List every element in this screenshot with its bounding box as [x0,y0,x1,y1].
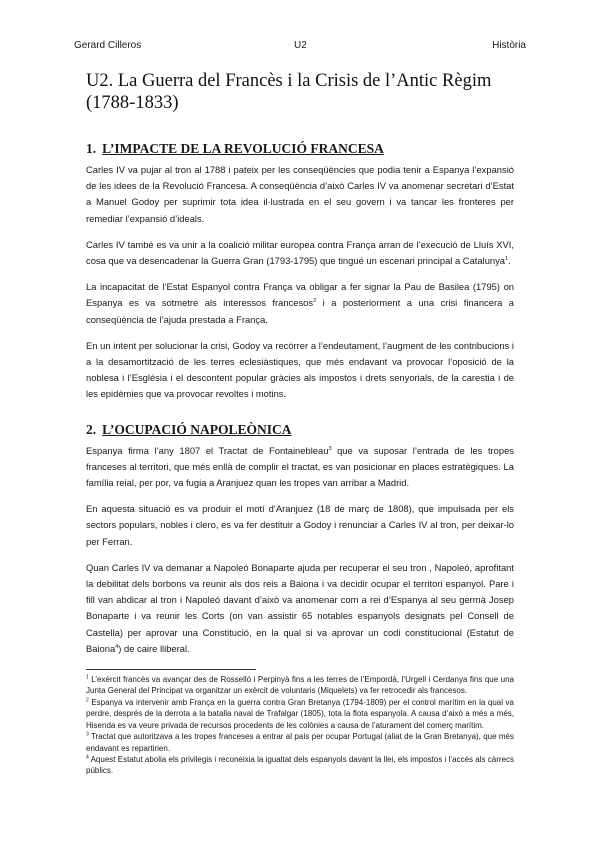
footnote-ref-1[interactable]: 1 [505,255,509,262]
header-author: Gerard Cilleros [74,40,142,51]
footnote-4: $^4$ Aquest Estatut abolia els privilegis i reconeixia la igualtat dels espanyols davant la llei, els impostos i l’accés als càrrecs públics. [86,754,514,776]
section-2-number: 2. [86,421,97,437]
section-2-paragraph-1: Espanya firma l’any 1807 el Tractat de Fontainebleau$^3$ que va suposar l’entrada de les tropes franceses al territori, que més enllà de complir el tractat, es van posicionar en places estratègiques. La família reial, per por, va fugia a Aranjuez quan les tropes van arribar a Madrid. [86,444,514,489]
section-1-paragraph-3: La incapacitat de l’Estat Espanyol contra França va obligar a fer signar la Pau de Basilea (1795) on Espanya es va sotmetre als interessos francesos$^2$ i a posteriorment a una crisi financera a conseqüència de l’ajuda prestada a França. [86,281,514,325]
section-2-paragraph-3: Quan Carles IV va demanar a Napoleó Bonaparte ajuda per recuperar el seu tron , Napoleó, aprofitant la debilitat dels borbons va reunir als dos reis a Baiona i va decidir ocupar el territori espanyol. Pare i fill van abdicar al tron i Napoleó davant d’això va anomenar com a rei d’Espanya al seu germà Josep Bonaparte i va reunir les Corts (on van assistir 65 notables espanyols designats pel Consell de Castella) per aprovar una Constitució, en la qual si va aprovar un codi constitucional (Estatut de Baiona$^4$) de caire lliberal. [86,561,514,654]
section-2-title: L’OCUPACIÓ NAPOLEÒNICA [102,421,292,437]
section-1-title: L’IMPACTE DE LA REVOLUCIÓ FRANCESA [102,141,384,156]
footnote-3: $^3$ Tractat que autoritzava a les tropes franceses a entrar al país per ocupar Portugal (aliat de la Gran Bretanya), que més endavant es repartirien. [86,731,514,753]
footnote-2: $^2$ Espanya va intervenir amb França en la guerra contra Gran Bretanya (1794-1809) per el control marítim en la qual va perdre, després de la derrota a la batalla naval de Trafalgar (1805), tota la flota espanyola. A causa d’això a més a més, Hisenda es va veure privada de recursos procedents de les colònies a causa de l’aturament del comerç marítim. [86,697,514,730]
section-1-paragraph-1: Carles IV va pujar al tron al 1788 i pateix per les conseqüències que podia tenir a Espanya l’expansió de les idees de la Revolució Francesa. A conseqüència d’això Carles IV va anomenar secretari d’Estat a Manuel Godoy per suprimir tota idea il·lustrada en el seu govern i va tancar les fronteres per remediar l’expansió d’ideals. [86,164,514,224]
document-body [86,70,514,777]
section-2-heading [86,421,514,439]
page-title: U2. La Guerra del Francès i la Crisis de l’Antic Règim (1788-1833) [86,71,492,113]
section-1-number: 1. [86,141,97,156]
section-1-paragraph-2: Carles IV també es va unir a la coalició militar europea contra França arran de l’execució de Lluís XVI, cosa que va desencadenar la Guerra Gran (1793-1795) que tingué un escenari principal a Catalunya$^1$. [86,238,514,267]
section-1-paragraph-4: En un intent per solucionar la crisi, Godoy va recórrer a l’endeutament, l’augment de les contribucions i a la desamortització de les terres eclesiàstiques, que més endavant va provocar l’oposició de la noblesa i l’Església i el descontent popular gràcies als impostos i drets senyorials, de la carestia i de les epidèmies que va provocar revoltes i motins. [86,339,514,400]
footnote-1: $^1$ L’exèrcit francès va avançar des de Rosselló i Perpinyà fins a les terres de l’Empordà, l’Urgell i Cerdanya fins que una Junta General del Principat va organitzar un exèrcit de voluntaris (Miquelets) va fer retrocedir als francesos. [86,674,514,696]
footnote-ref-4[interactable]: 4 [115,643,119,650]
footnote-ref-2[interactable]: 2 [313,298,317,305]
footnote-ref-3[interactable]: 3 [328,445,332,452]
section-1-heading [86,140,514,158]
header-subject: Història [492,40,526,51]
header-unit: U2 [294,40,307,51]
footnote-divider [86,669,256,670]
section-2-paragraph-2: En aquesta situació es va produir el motí d’Aranjuez (18 de març de 1808), que impulsada per els sectors populars, nobles i clero, es va fer destituir a Godoy i renunciar a Carles IV al tron, per deixar-lo per Ferran. [86,503,514,547]
